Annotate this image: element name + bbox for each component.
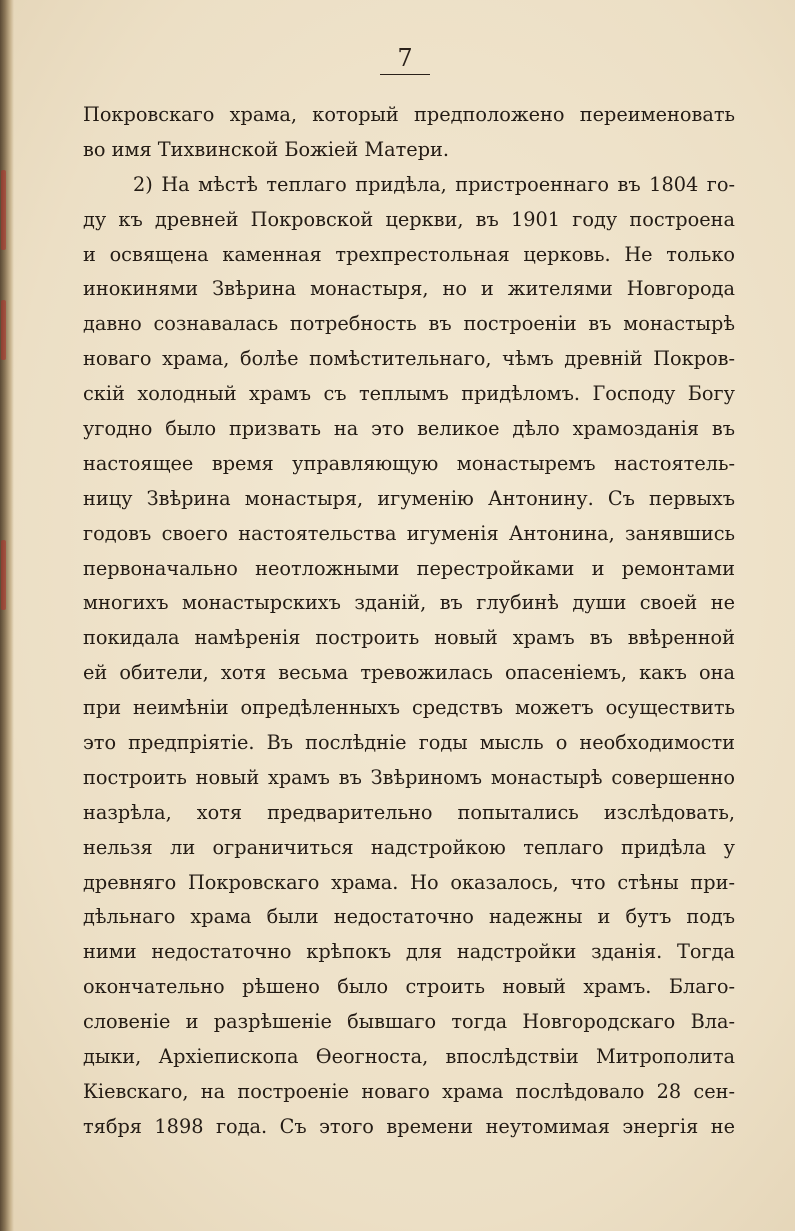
text-line: инокинями Звѣрина монастыря, но и жителями Новгорода [83, 277, 735, 301]
text-line: дыки, Архіепископа Ѳеогноста, впослѣдствіи Митрополита [83, 1045, 735, 1069]
text-line: и освящена каменная трехпрестольная церковь. Не только [83, 242, 735, 266]
text-line: во имя Тихвинской Божіей Матери. [83, 137, 450, 161]
text-line: дѣльнаго храма были недостаточно надежны и бутъ подъ [83, 905, 735, 929]
binding-stain [1, 300, 6, 360]
text-line: ду къ древней Покровской церкви, въ 1901 году построена [83, 207, 735, 231]
text-line: 2) На мѣстѣ теплаго придѣла, пристроеннаго въ 1804 го- [133, 172, 735, 196]
text-line: Кіевскаго, на построеніе новаго храма послѣдовало 28 сен- [83, 1079, 735, 1103]
text-line: назрѣла, хотя предварительно попытались изслѣдовать, [83, 800, 735, 824]
text-line: построить новый храмъ въ Звѣриномъ монастырѣ совершенно [83, 765, 735, 789]
text-line: древняго Покровскаго храма. Но оказалось, что стѣны при- [83, 870, 735, 894]
body-text [83, 98, 735, 1145]
text-line: Покровскаго храма, который предположено переименовать [83, 103, 735, 126]
text-line: скій холодный храмъ съ теплымъ придѣломъ. Господу Богу [83, 382, 735, 406]
text-line: при неимѣніи опредѣленныхъ средствъ можетъ осуществить [83, 696, 735, 720]
text-line: давно сознавалась потребность въ построеніи въ монастырѣ [83, 312, 735, 336]
text-line: словеніе и разрѣшеніе бывшаго тогда Новгородскаго Вла- [83, 1010, 735, 1034]
text-line: это предпріятіе. Въ послѣдніе годы мысль о необходимости [83, 731, 735, 755]
text-line: ницу Звѣрина монастыря, игуменію Антонину. Съ первыхъ [83, 486, 735, 510]
text-line: настоящее время управляющую монастыремъ настоятель- [83, 451, 735, 475]
text-line: годовъ своего настоятельства игуменія Антонина, занявшись [83, 521, 735, 545]
text-line: покидала намѣренія построить новый храмъ въ ввѣренной [83, 626, 735, 650]
text-line: ей обители, хотя весьма тревожилась опасеніемъ, какъ она [83, 661, 735, 685]
binding-stain [1, 170, 6, 250]
text-line: многихъ монастырскихъ зданій, въ глубинѣ души своей не [83, 591, 735, 615]
text-line: ними недостаточно крѣпокъ для надстройки зданія. Тогда [83, 940, 735, 964]
text-line: угодно было призвать на это великое дѣло храмозданія въ [83, 417, 735, 441]
text-line: нельзя ли ограничиться надстройкою теплаго придѣла у [83, 835, 735, 859]
text-line: тября 1898 года. Съ этого времени неутомимая энергія не [83, 1114, 735, 1138]
text-line: первоначально неотложными перестройками и ремонтами [83, 556, 735, 580]
binding-stain [1, 540, 6, 610]
text-line: новаго храма, болѣе помѣстительнаго, чѣмъ древній Покров- [83, 347, 735, 371]
text-line: окончательно рѣшено было строить новый храмъ. Благо- [83, 975, 735, 999]
page-number: 7 [380, 44, 430, 75]
